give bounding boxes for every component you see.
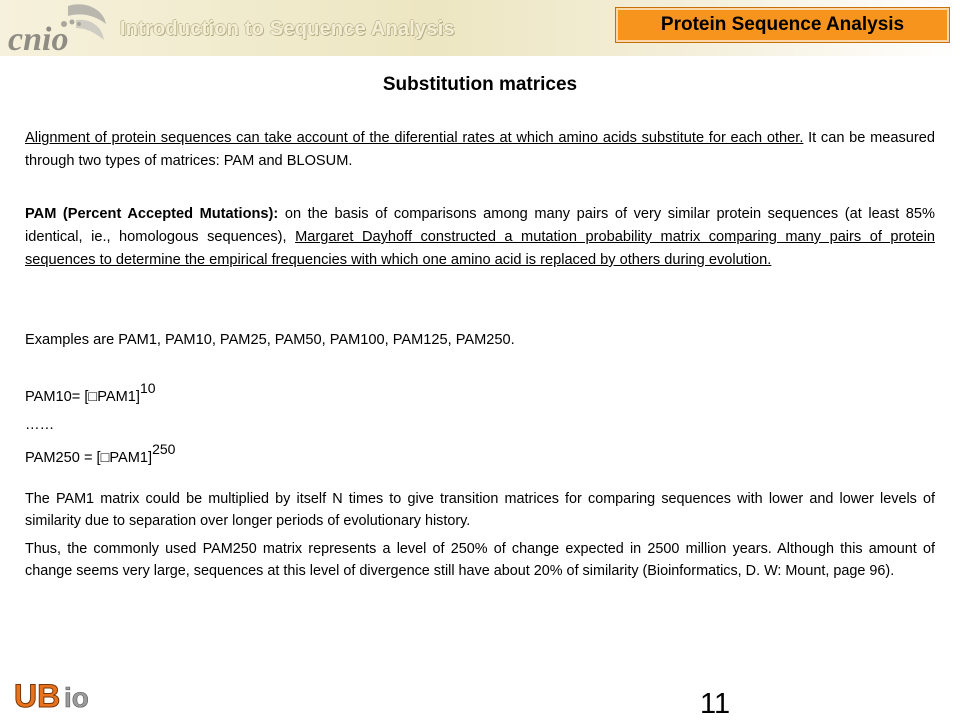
page-number: 11: [700, 688, 731, 720]
topic-badge: [616, 8, 949, 42]
intro-paragraph: [25, 127, 935, 173]
formula-pam250-exponent: 250: [152, 441, 176, 457]
formula-pam10-exponent: 10: [139, 380, 156, 396]
slide-title: Substitution matrices: [382, 74, 578, 95]
pam-term: PAM (Percent Accepted Mutations):: [25, 206, 279, 222]
intro-underlined-text: Alignment of protein sequences can take account of the diferential rates at which amino acids substitute for each other.: [25, 130, 804, 146]
cnio-logo: [6, 2, 114, 54]
ubio-logo-ub: UB: [14, 678, 61, 714]
ubio-logo-io: io: [64, 682, 89, 713]
ubio-logo: [14, 676, 100, 714]
intro-rest-text: It can be measured through two types of matrices: PAM and BLOSUM.: [25, 130, 935, 169]
multiply-paragraph: The PAM1 matrix could be multiplied by itself N times to give transition matrices for comparing sequences with lower and lower levels of similarity due to separation over longer periods of evolutionary history.: [25, 491, 935, 529]
cnio-logo-text: cnio: [8, 21, 69, 54]
formula-pam10-base: PAM10= [□PAM1]: [25, 389, 140, 405]
pam-plain-text: on the basis of comparisons among many pairs of very similar protein sequences (at least 85% identical, ie., homologous sequences),: [25, 206, 936, 245]
pam250-paragraph: Thus, the commonly used PAM250 matrix represents a level of 250% of change expected in 2500 million years. Although this amount of change seems very large, sequences at this level of divergence still have about 20% of similarity (Bioinformatics, D. W: Mount, page 96).: [25, 541, 935, 579]
topic-label: Protein Sequence Analysis: [660, 14, 905, 35]
formula-pam10: [25, 380, 156, 405]
formula-pam250-base: PAM250 = [□PAM1]: [25, 450, 153, 466]
examples-line: Examples are PAM1, PAM10, PAM25, PAM50, PAM100, PAM125, PAM250.: [25, 332, 515, 348]
formula-ellipsis: ……: [25, 417, 55, 433]
formula-pam250: [25, 441, 175, 466]
pam-underlined-text: Margaret Dayhoff constructed a mutation probability matrix comparing many pairs of protein sequences to determine the empirical frequencies with which one amino acid is replaced by others during evolution.: [25, 229, 935, 268]
pam-paragraph: [25, 203, 935, 272]
series-title: Introduction to Sequence Analysis: [120, 18, 455, 40]
